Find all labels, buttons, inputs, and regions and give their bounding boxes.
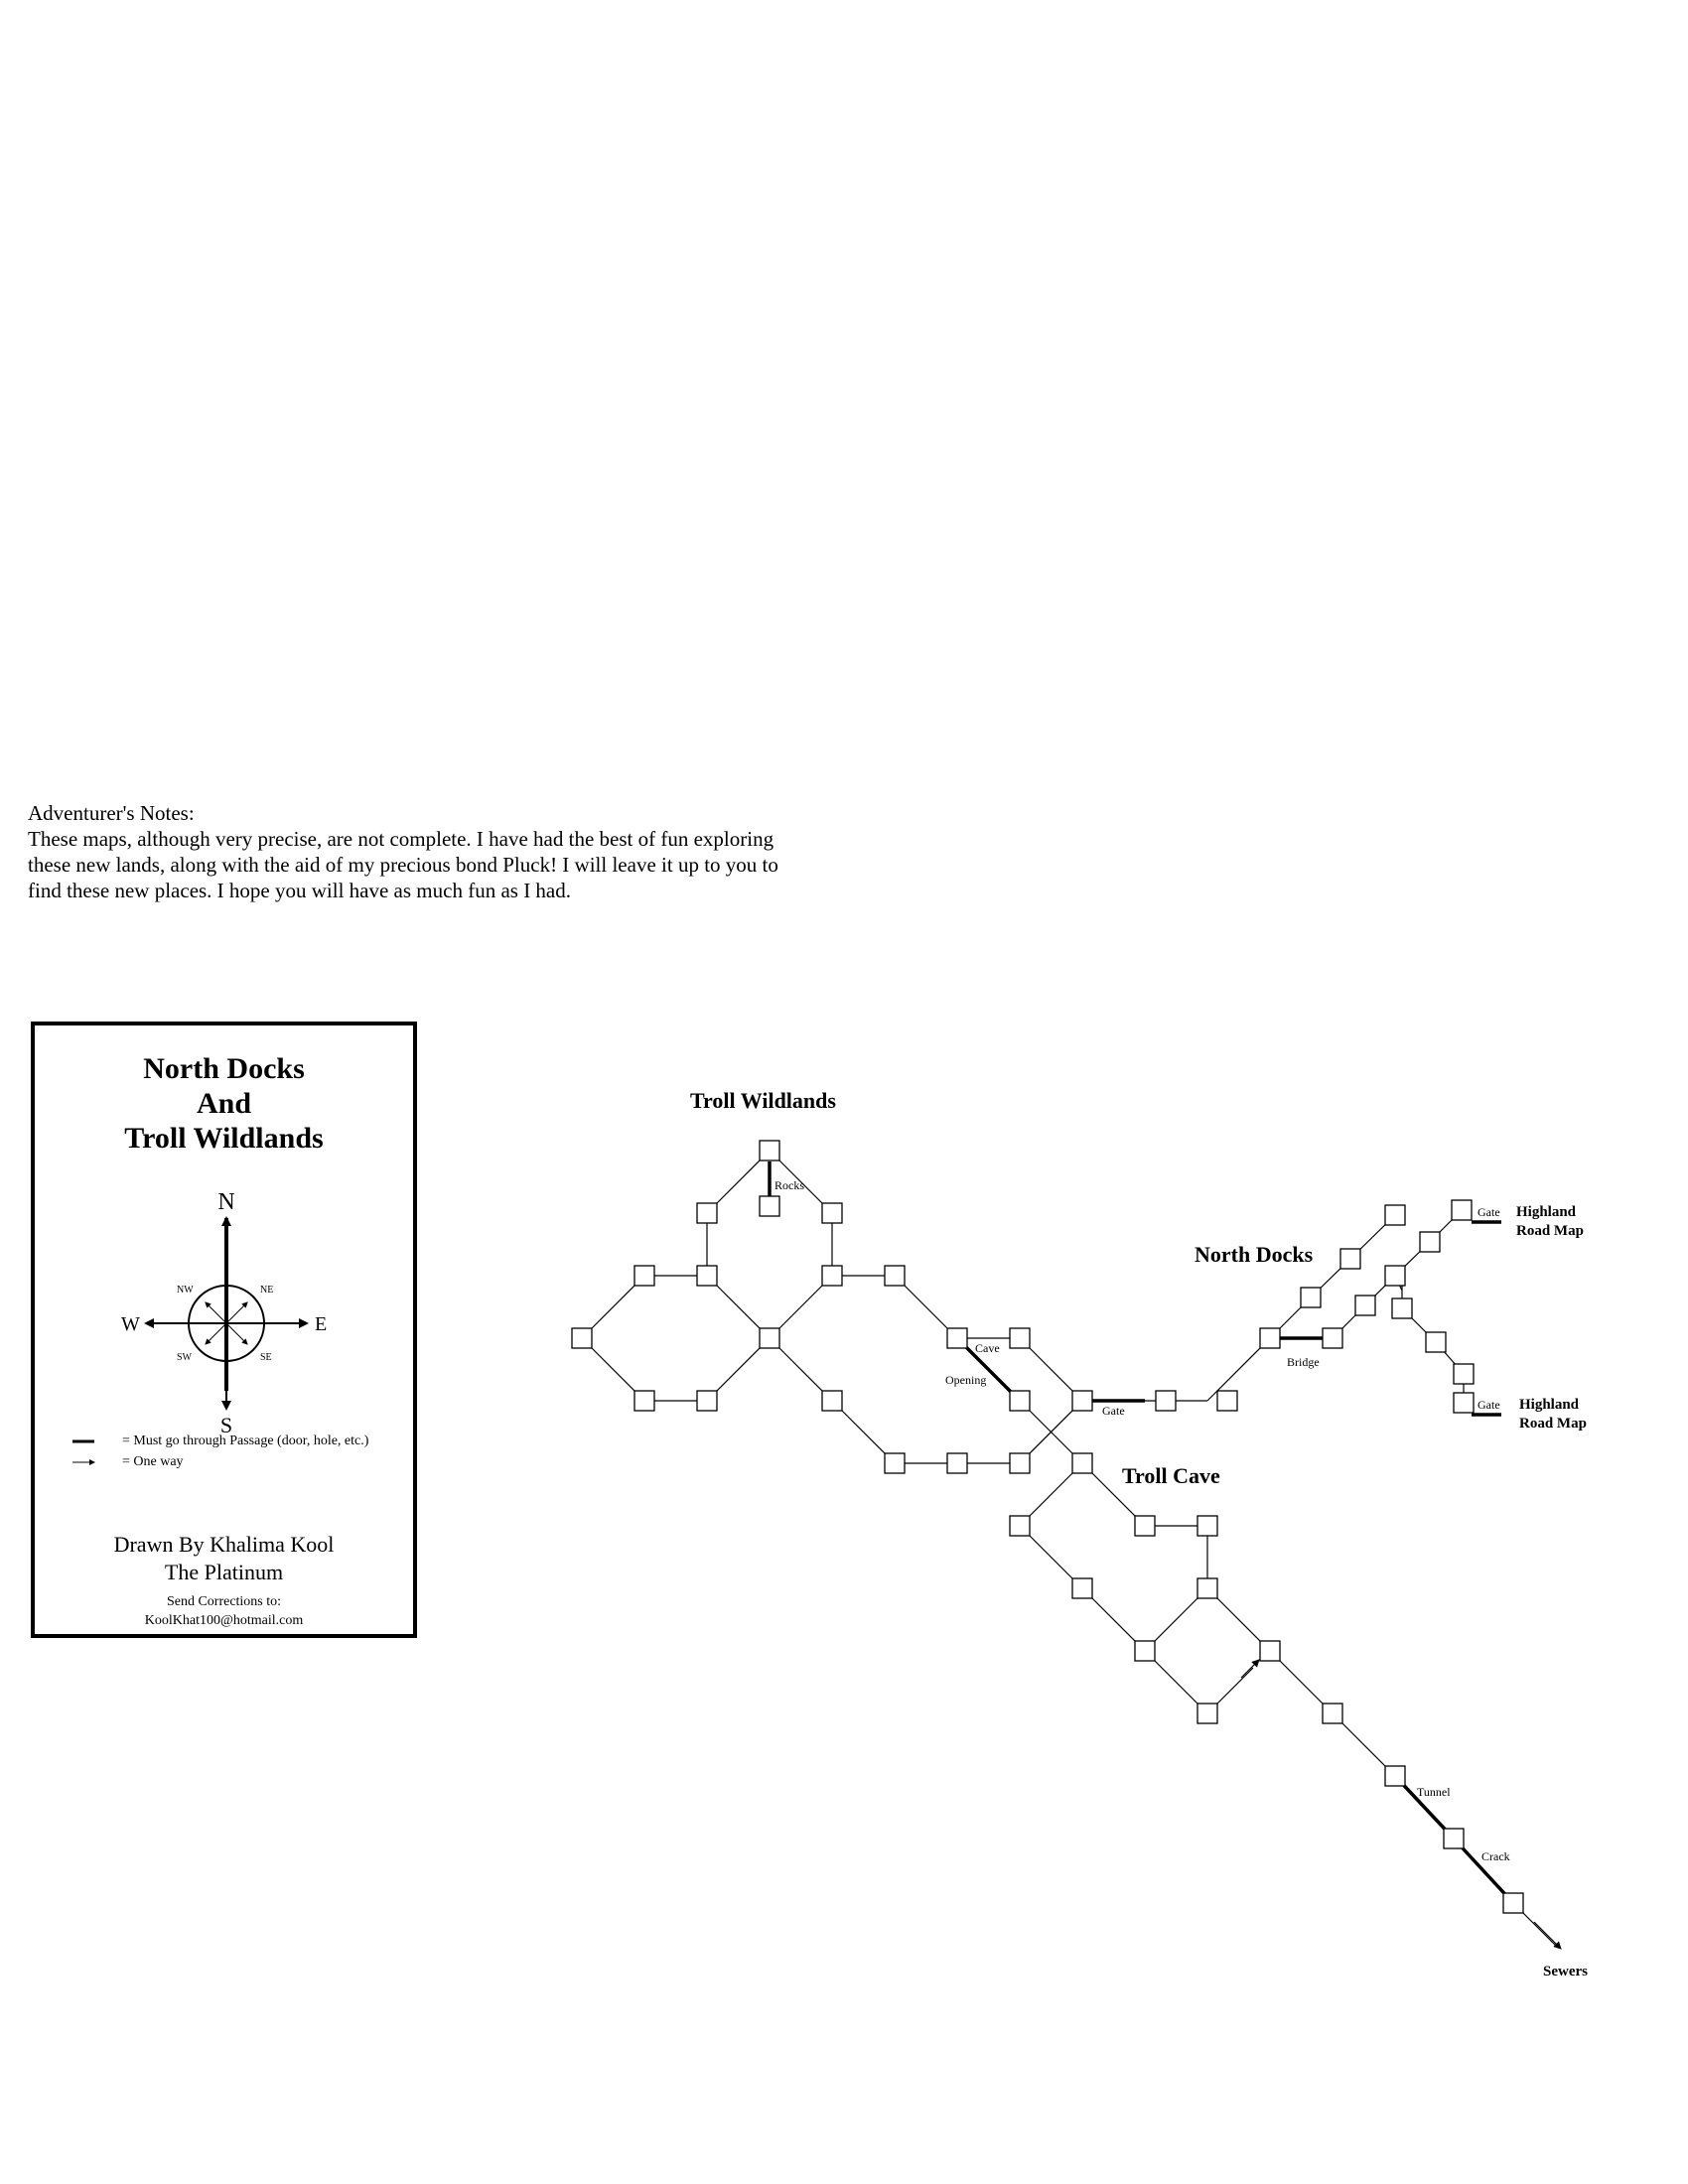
north-docks-title: North Docks (1195, 1242, 1314, 1267)
room (1385, 1766, 1405, 1786)
compass-e: E (315, 1313, 328, 1335)
room (1156, 1391, 1176, 1411)
notes-line: these new lands, along with the aid of my precious bond Pluck! I will leave it up to you to (28, 853, 778, 877)
room (760, 1196, 779, 1216)
room (1301, 1288, 1321, 1307)
send-corrections: Send Corrections to: (166, 1594, 282, 1609)
title-line: And (196, 1087, 252, 1120)
room (1197, 1704, 1217, 1723)
drawn-by: Drawn By Khalima Kool (113, 1532, 335, 1557)
gate-top-label: Gate (1477, 1205, 1500, 1219)
room (1010, 1453, 1030, 1473)
title-line: North Docks (143, 1052, 305, 1085)
room (1010, 1328, 1030, 1348)
room (1135, 1641, 1155, 1661)
compass-s: S (219, 1413, 233, 1437)
room-connections (582, 1151, 1556, 1946)
highland-top-line2: Road Map (1516, 1223, 1584, 1239)
troll-cave-title: Troll Cave (1122, 1463, 1220, 1488)
notes-line: These maps, although very precise, are not complete. I have had the best of fun exploring (28, 827, 774, 851)
room (1340, 1249, 1360, 1269)
room (1217, 1391, 1237, 1411)
compass-ne: NE (260, 1285, 274, 1296)
room (822, 1203, 842, 1223)
highland-bottom-line2: Road Map (1519, 1416, 1587, 1432)
room (572, 1328, 592, 1348)
compass-sw: SW (177, 1352, 192, 1363)
room (697, 1203, 717, 1223)
room (1197, 1578, 1217, 1598)
room (1392, 1298, 1412, 1318)
room (1452, 1200, 1472, 1220)
room (947, 1328, 967, 1348)
guild-name: The Platinum (164, 1560, 284, 1584)
highland-bottom-line1: Highland (1519, 1397, 1580, 1413)
one-way-key-text: = One way (122, 1454, 184, 1469)
room (1385, 1205, 1405, 1225)
room (760, 1328, 779, 1348)
room (1420, 1232, 1440, 1252)
room (1323, 1704, 1342, 1723)
troll-wildlands-title: Troll Wildlands (690, 1088, 836, 1113)
room (1323, 1328, 1342, 1348)
room (1355, 1296, 1375, 1315)
room (1197, 1516, 1217, 1536)
contact-email: KoolKhat100@hotmail.com (144, 1613, 304, 1628)
room (947, 1453, 967, 1473)
room (1072, 1578, 1092, 1598)
room (1135, 1516, 1155, 1536)
compass-se: SE (260, 1352, 272, 1363)
crack-label: Crack (1481, 1849, 1510, 1863)
room (697, 1266, 717, 1286)
room (822, 1391, 842, 1411)
room (1444, 1829, 1464, 1848)
room (697, 1391, 717, 1411)
compass-w: W (121, 1313, 140, 1335)
passage-key-text: = Must go through Passage (door, hole, etc.) (122, 1433, 369, 1448)
gate-bottom-label: Gate (1477, 1398, 1500, 1412)
title-line: Troll Wildlands (124, 1122, 324, 1155)
room (1426, 1332, 1446, 1352)
room (822, 1266, 842, 1286)
tunnel-label: Tunnel (1417, 1785, 1451, 1799)
room (1260, 1641, 1280, 1661)
room (634, 1266, 654, 1286)
sewers-label: Sewers (1543, 1964, 1588, 1979)
room (885, 1453, 905, 1473)
cave-label: Cave (975, 1341, 1000, 1355)
notes-heading: Adventurer's Notes: (28, 801, 195, 825)
room (1454, 1393, 1474, 1413)
rocks-label: Rocks (774, 1178, 804, 1192)
sewers-arrow (1534, 1922, 1561, 1949)
gate-center-label: Gate (1102, 1404, 1125, 1418)
compass-nw: NW (177, 1285, 194, 1296)
room (1260, 1328, 1280, 1348)
notes-line: find these new places. I hope you will have as much fun as I had. (28, 879, 572, 902)
opening-label: Opening (945, 1373, 987, 1387)
room (1072, 1453, 1092, 1473)
room (1385, 1266, 1405, 1286)
bridge-label: Bridge (1287, 1355, 1320, 1369)
room (885, 1266, 905, 1286)
room (1010, 1516, 1030, 1536)
rooms (572, 1141, 1523, 1913)
one-way-arrow (1241, 1660, 1259, 1678)
compass-n: N (217, 1189, 235, 1215)
highland-top-line1: Highland (1516, 1204, 1577, 1220)
room (1454, 1364, 1474, 1384)
room (1503, 1893, 1523, 1913)
room (1010, 1391, 1030, 1411)
room (1072, 1391, 1092, 1411)
room (634, 1391, 654, 1411)
room (760, 1141, 779, 1160)
